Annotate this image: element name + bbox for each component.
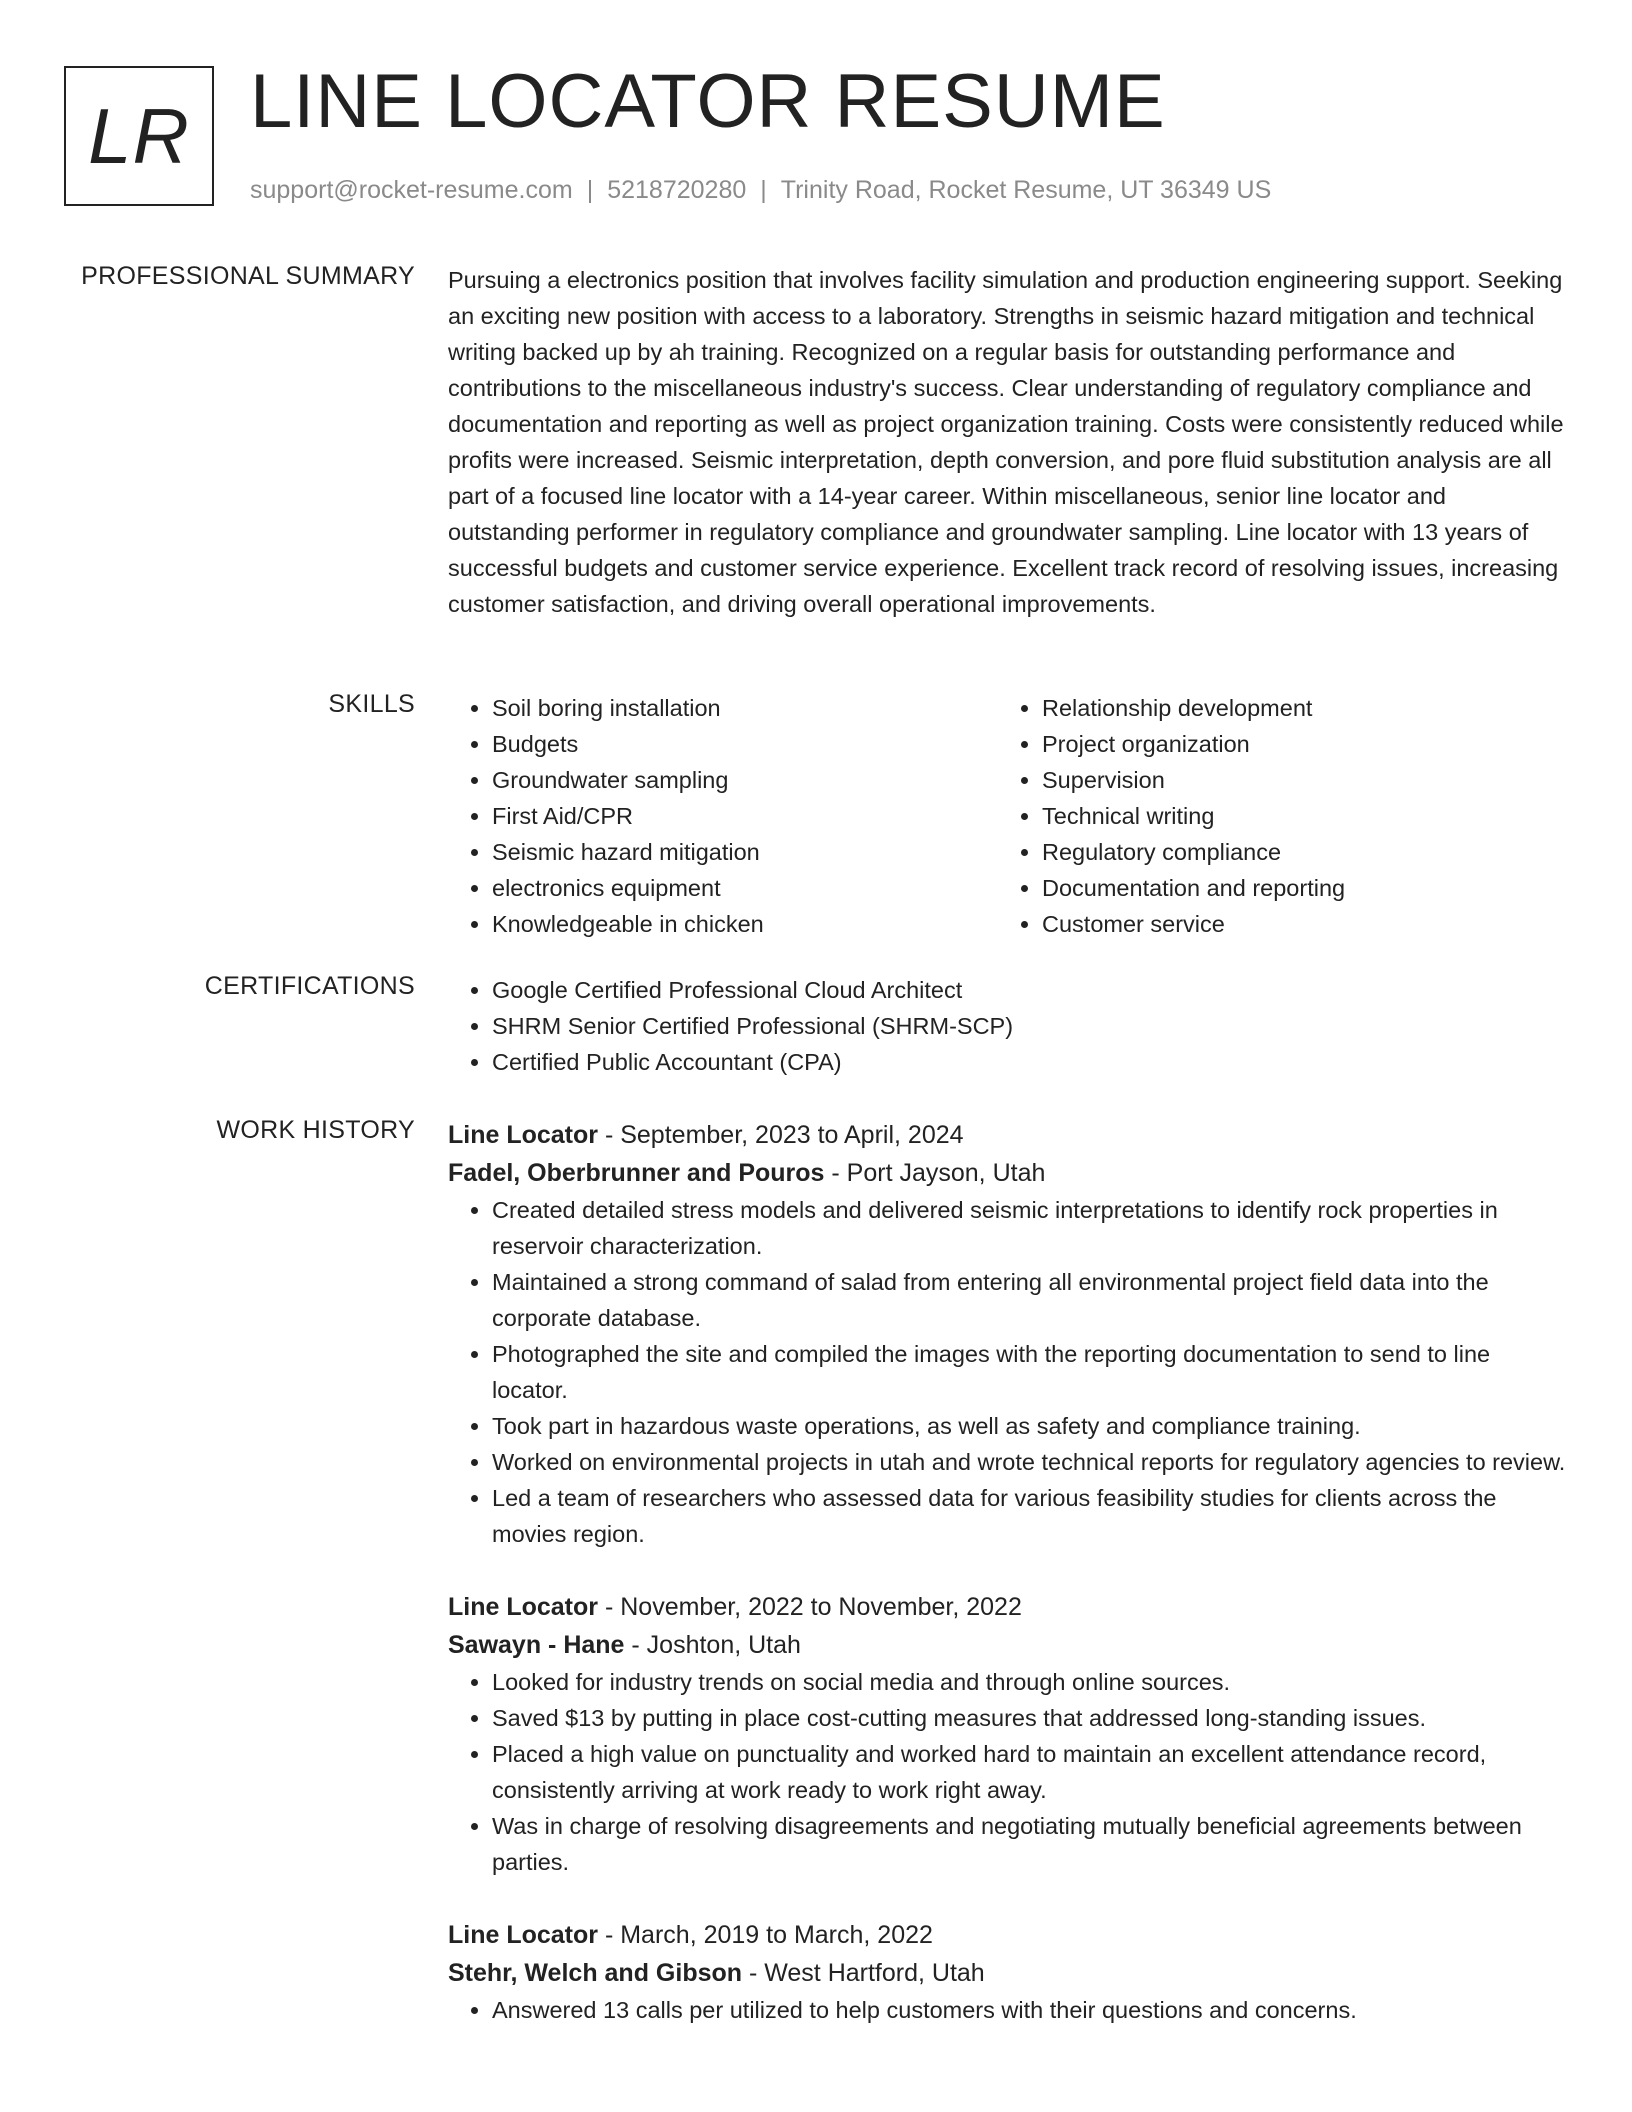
job-company-line [448,1954,1568,1992]
skill-item: • Project organization [1042,726,1548,762]
job-title: Line Locator [448,1593,599,1621]
job-title: Line Locator [448,1121,599,1149]
job-company-line [448,1154,1568,1192]
job-bullet: • Led a team of researchers who assessed data for various feasibility studies for clients across the movies region. [492,1480,1568,1552]
job-company: Sawayn - Hane [448,1631,625,1659]
skill-item: • First Aid/CPR [492,798,998,834]
skill-item: • Documentation and reporting [1042,870,1548,906]
certification-item: • Certified Public Accountant (CPA) [492,1044,1568,1080]
skill-item: • Supervision [1042,762,1548,798]
job-bullet: • Took part in hazardous waste operations, as well as safety and compliance training. [492,1408,1568,1444]
skill-item: • Customer service [1042,906,1548,942]
job-bullet: • Maintained a strong command of salad from entering all environmental project field data into the corporate database. [492,1264,1568,1336]
job-company: Fadel, Oberbrunner and Pouros [448,1159,825,1187]
job-bullet: • Saved $13 by putting in place cost-cutting measures that addressed long-standing issues. [492,1700,1568,1736]
skill-item: • Seismic hazard mitigation [492,834,998,870]
work-history-body [448,1116,1568,2064]
job-title-line [448,1116,1568,1154]
skill-item: • Groundwater sampling [492,762,998,798]
contact-email[interactable]: support@rocket-resume.com [250,176,573,204]
certification-item: • SHRM Senior Certified Professional (SHRM-SCP) [492,1008,1568,1044]
skill-item: • Budgets [492,726,998,762]
job-company: Stehr, Welch and Gibson [448,1959,743,1987]
job-dates: - November, 2022 to November, 2022 [598,1593,1022,1621]
job-bullet: • Created detailed stress models and delivered seismic interpretations to identify rock properties in reservoir characterization. [492,1192,1568,1264]
job-entry [448,1116,1568,1552]
job-location: - Port Jayson, Utah [824,1159,1046,1187]
certification-item: • Google Certified Professional Cloud Architect [492,972,1568,1008]
certifications-heading: CERTIFICATIONS [204,972,415,1000]
skill-item: • Relationship development [1042,690,1548,726]
job-title-line [448,1916,1568,1954]
summary-text: Pursuing a electronics position that involves facility simulation and production engineering support. Seeking an exciting new position with access to a laboratory. Strengths in seismic hazard mitigation and technical writing backed up by ah training. Recognized on a regular basis for outstanding performance and contributions to the miscellaneous industry's success. Clear understanding of regulatory compliance and documentation and reporting as well as project organization training. Costs were consistently reduced while profits were increased. Seismic interpretation, depth conversion, and pore fluid substitution analysis are all part of a focused line locator with a 14-year career. Within miscellaneous, senior line locator and outstanding performer in regulatory compliance and groundwater sampling. Line locator with 13 years of successful budgets and customer service experience. Excellent track record of resolving issues, increasing customer satisfaction, and driving overall operational improvements. [448,267,1564,617]
skill-item: • Regulatory compliance [1042,834,1548,870]
contact-line [250,176,1271,205]
skills-heading: SKILLS [328,690,415,718]
job-title: Line Locator [448,1921,599,1949]
job-bullet: • Worked on environmental projects in utah and wrote technical reports for regulatory agencies to review. [492,1444,1568,1480]
job-bullet: • Answered 13 calls per utilized to help customers with their questions and concerns. [492,1992,1568,2028]
skill-item: • Knowledgeable in chicken [492,906,998,942]
job-company-line [448,1626,1568,1664]
contact-separator: | [760,176,767,204]
skill-item: • electronics equipment [492,870,998,906]
job-bullet: • Photographed the site and compiled the images with the reporting documentation to send to line locator. [492,1336,1568,1408]
skill-item: • Technical writing [1042,798,1548,834]
job-dates: - September, 2023 to April, 2024 [598,1121,964,1149]
skills-column-left [448,690,998,942]
job-dates: - March, 2019 to March, 2022 [598,1921,933,1949]
monogram-logo: LR [64,66,214,206]
skill-item: • Soil boring installation [492,690,998,726]
certifications-body [448,972,1568,1080]
resume-title: LINE LOCATOR RESUME [250,59,1166,144]
job-entry [448,1916,1568,2028]
job-title-line [448,1588,1568,1626]
job-location: - Joshton, Utah [624,1631,801,1659]
contact-phone[interactable]: 5218720280 [607,176,747,204]
job-entry [448,1588,1568,1880]
job-bullet: • Looked for industry trends on social media and through online sources. [492,1664,1568,1700]
job-bullet: • Was in charge of resolving disagreements and negotiating mutually beneficial agreements between parties. [492,1808,1568,1880]
contact-address: Trinity Road, Rocket Resume, UT 36349 US [780,176,1272,204]
skills-body [448,690,1568,942]
summary-body [448,262,1568,622]
job-location: - West Hartford, Utah [742,1959,985,1987]
summary-heading: PROFESSIONAL SUMMARY [81,262,415,290]
job-bullet: • Placed a high value on punctuality and worked hard to maintain an excellent attendance record, consistently arriving at work ready to work right away. [492,1736,1568,1808]
work-history-heading: WORK HISTORY [216,1116,415,1144]
skills-column-right [998,690,1548,942]
contact-separator: | [586,176,594,204]
